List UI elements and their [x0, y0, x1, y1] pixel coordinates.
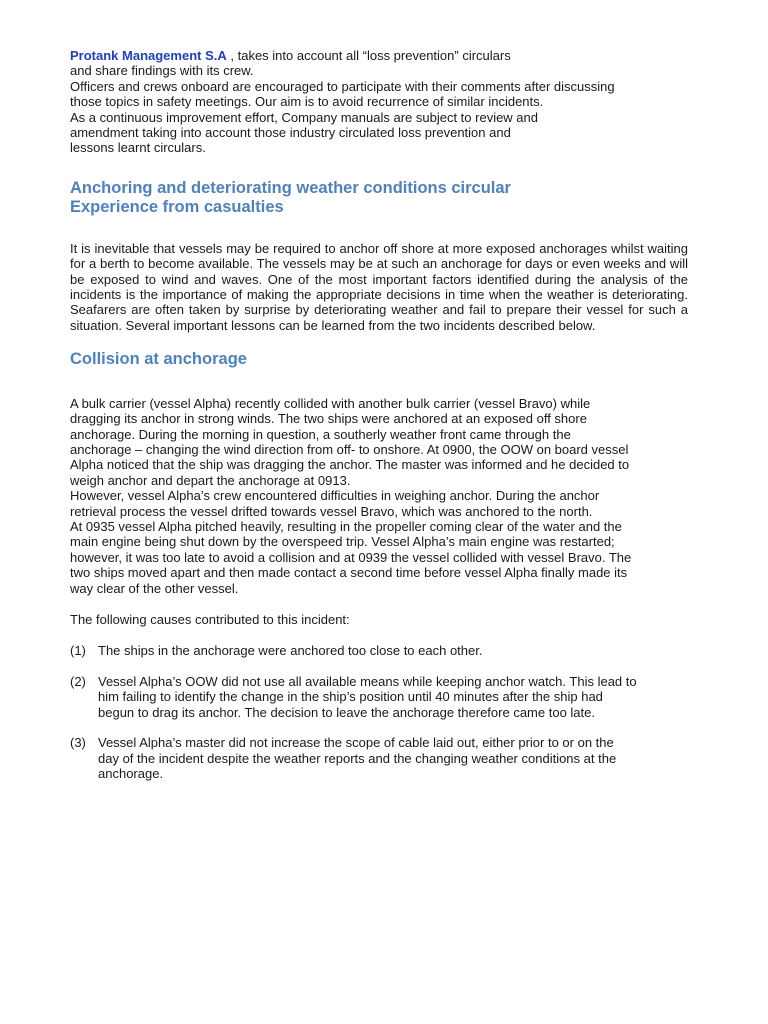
collision-line: Alpha noticed that the ship was dragging the anchor. The master was informed and he decided to — [70, 457, 630, 473]
collision-line: dragging its anchor in strong winds. The two ships were anchored at an exposed off shore — [70, 411, 587, 427]
collision-line: weigh anchor and depart the anchorage at 0913. — [70, 472, 351, 488]
causes-list — [70, 643, 688, 781]
collision-line: A bulk carrier (vessel Alpha) recently collided with another bulk carrier (vessel Bravo) while — [70, 395, 591, 411]
collision-line: retrieval process the vessel drifted towards vessel Bravo, which was anchored to the north. — [70, 503, 593, 519]
section-heading-collision: Collision at anchorage — [70, 350, 247, 369]
cause-line: The ships in the anchorage were anchored too close to each other. — [98, 643, 483, 659]
collision-line: way clear of the other vessel. — [70, 580, 239, 596]
intro-line-6: amendment taking into account those industry circulated loss prevention and — [70, 125, 511, 141]
cause-line: Vessel Alpha’s OOW did not use all available means while keeping anchor watch. This lead to — [98, 673, 637, 689]
section-heading-anchoring — [70, 179, 688, 218]
intro-line-4: those topics in safety meetings. Our aim is to avoid recurrence of similar incidents. — [70, 94, 544, 110]
cause-item — [70, 674, 688, 720]
collision-paragraph — [70, 396, 688, 596]
intro-text: , takes into account all “loss prevention” circulars — [226, 48, 511, 63]
cause-text — [98, 674, 688, 720]
heading-line: Experience from casualties — [70, 198, 284, 217]
anchoring-paragraph: It is inevitable that vessels may be required to anchor off shore at more exposed anchorages whilst waiting for a berth to become available. The vessels may be at such an anchorage for days or even weeks and will be exposed to wind and waves. One of the most important factors identified during the analysis of the incidents is the importance of making the appropriate decisions in time when the weather is deteriorating. Seafarers are often taken by surprise by deteriorating weather and fail to prepare their vessel for such a situation. Several important lessons can be learned from the two incidents described below. — [70, 240, 688, 333]
collision-line: However, vessel Alpha’s crew encountered difficulties in weighing anchor. During the anchor — [70, 488, 600, 504]
cause-line: Vessel Alpha’s master did not increase the scope of cable laid out, either prior to or on the — [98, 735, 614, 751]
intro-line-5: As a continuous improvement effort, Company manuals are subject to review and — [70, 109, 538, 125]
document-page — [70, 48, 688, 781]
cause-item — [70, 643, 688, 658]
intro-line-3: Officers and crews onboard are encouraged to participate with their comments after discussing — [70, 78, 615, 94]
collision-line: anchorage. During the morning in question, a southerly weather front came through the — [70, 426, 571, 442]
cause-number: (3) — [70, 735, 86, 751]
intro-line-7: lessons learnt circulars. — [70, 140, 206, 156]
cause-line: day of the incident despite the weather reports and the changing weather conditions at the — [98, 750, 617, 766]
collision-line: two ships moved apart and then made contact a second time before vessel Alpha finally made its — [70, 565, 628, 581]
cause-item — [70, 735, 688, 781]
cause-line: begun to drag its anchor. The decision to leave the anchorage therefore came too late. — [98, 704, 595, 720]
collision-line: main engine being shut down by the overspeed trip. Vessel Alpha’s main engine was restarted; — [70, 534, 615, 550]
intro-block — [70, 48, 688, 156]
collision-line: however, it was too late to avoid a collision and at 0939 the vessel collided with vessel Bravo. The — [70, 549, 632, 565]
causes-intro: The following causes contributed to this incident: — [70, 612, 350, 628]
heading-line: Anchoring and deteriorating weather conditions circular — [70, 178, 511, 197]
cause-text — [98, 735, 688, 781]
collision-line: anchorage – changing the wind direction from off- to onshore. At 0900, the OOW on board vessel — [70, 442, 629, 457]
cause-text — [98, 643, 688, 658]
cause-line: him failing to identify the change in the ship’s position until 40 minutes after the ship had — [98, 689, 603, 705]
cause-number: (1) — [70, 643, 86, 659]
intro-line-1 — [70, 48, 688, 63]
cause-number: (2) — [70, 673, 86, 689]
intro-line-2: and share findings with its crew. — [70, 63, 254, 79]
company-name: Protank Management S.A — [70, 48, 227, 63]
collision-line: At 0935 vessel Alpha pitched heavily, resulting in the propeller coming clear of the water and the — [70, 519, 622, 535]
cause-line: anchorage. — [98, 765, 164, 781]
